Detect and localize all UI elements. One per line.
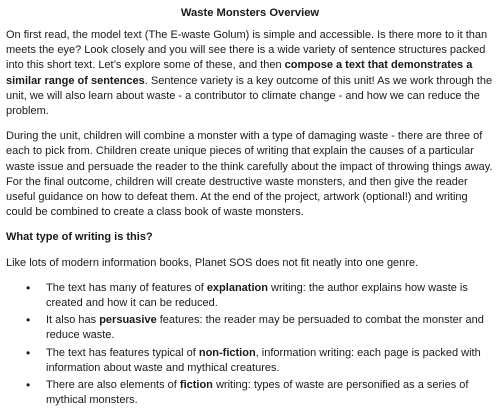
list-item-text-after: features: the reader may be persuaded to combat the monster and reduce waste. (46, 314, 484, 342)
list-item-text-before: It also has (46, 314, 100, 327)
list-item-text-before: The text has features typical of (46, 346, 199, 359)
list-item (6, 378, 494, 408)
list-item (6, 281, 494, 311)
bullet-icon: • (26, 313, 31, 328)
section-heading: What type of writing is this? (6, 231, 153, 244)
list-item-text-bold: fiction (179, 379, 213, 392)
genre-intro: Like lots of modern information books, Planet SOS does not fit neatly into one genre. (6, 256, 419, 269)
list-item-text-bold: persuasive (99, 314, 157, 327)
document-title: Waste Monsters Overview (180, 7, 320, 19)
bullet-icon: • (26, 345, 31, 360)
list-item-text-after: writing: types of waste are personified as a series of mythical monsters. (46, 379, 469, 407)
intro-text-bold: compose a text that demonstrates a similar range of sentences (6, 59, 473, 87)
bullet-icon: • (26, 280, 31, 295)
list-item-text-after: , information writing: each page is packed with information about waste and mythical creatures. (46, 346, 481, 374)
bullet-icon: • (26, 378, 31, 393)
list-item (6, 313, 494, 343)
list-item-text-bold: explanation (206, 281, 268, 294)
list-item-text-bold: non-fiction (198, 346, 256, 359)
list-item-text-before: There are also elements of (46, 379, 180, 392)
intro-paragraph (6, 28, 494, 119)
list-item (6, 346, 494, 376)
list-item-text-after: writing: the author explains how waste is created and how it can be reduced. (46, 281, 468, 310)
list-item-text-before: The text has many of features of (46, 281, 207, 294)
intro-text-part2: . Sentence variety is a key outcome of this unit! As we work through the unit, we will also learn about waste - a contributor to climate change - and how we can reduce the problem. (6, 74, 493, 118)
unit-paragraph: During the unit, children will combine a monster with a type of damaging waste - there are three of each to pick from. Children create unique pieces of writing that explain the causes of a particular waste issue and persuade the reader to the think carefully about the impact of throwing things away. For the final outcome, children will create destructive waste monsters, and then give the reader useful guidance on how to defeat them. At the end of the project, artwork (optional!) and writing could be combined to create a class book of waste monsters. (6, 130, 493, 219)
bullet-list (6, 281, 494, 409)
intro-text-part1: On first read, the model text (The E-waste Golum) is simple and accessible. Is there more to it than meets the eye? Look closely and you will see there is a wide variety of sentence structures packed into this short text. Let’s explore some of these, and then (6, 29, 488, 72)
